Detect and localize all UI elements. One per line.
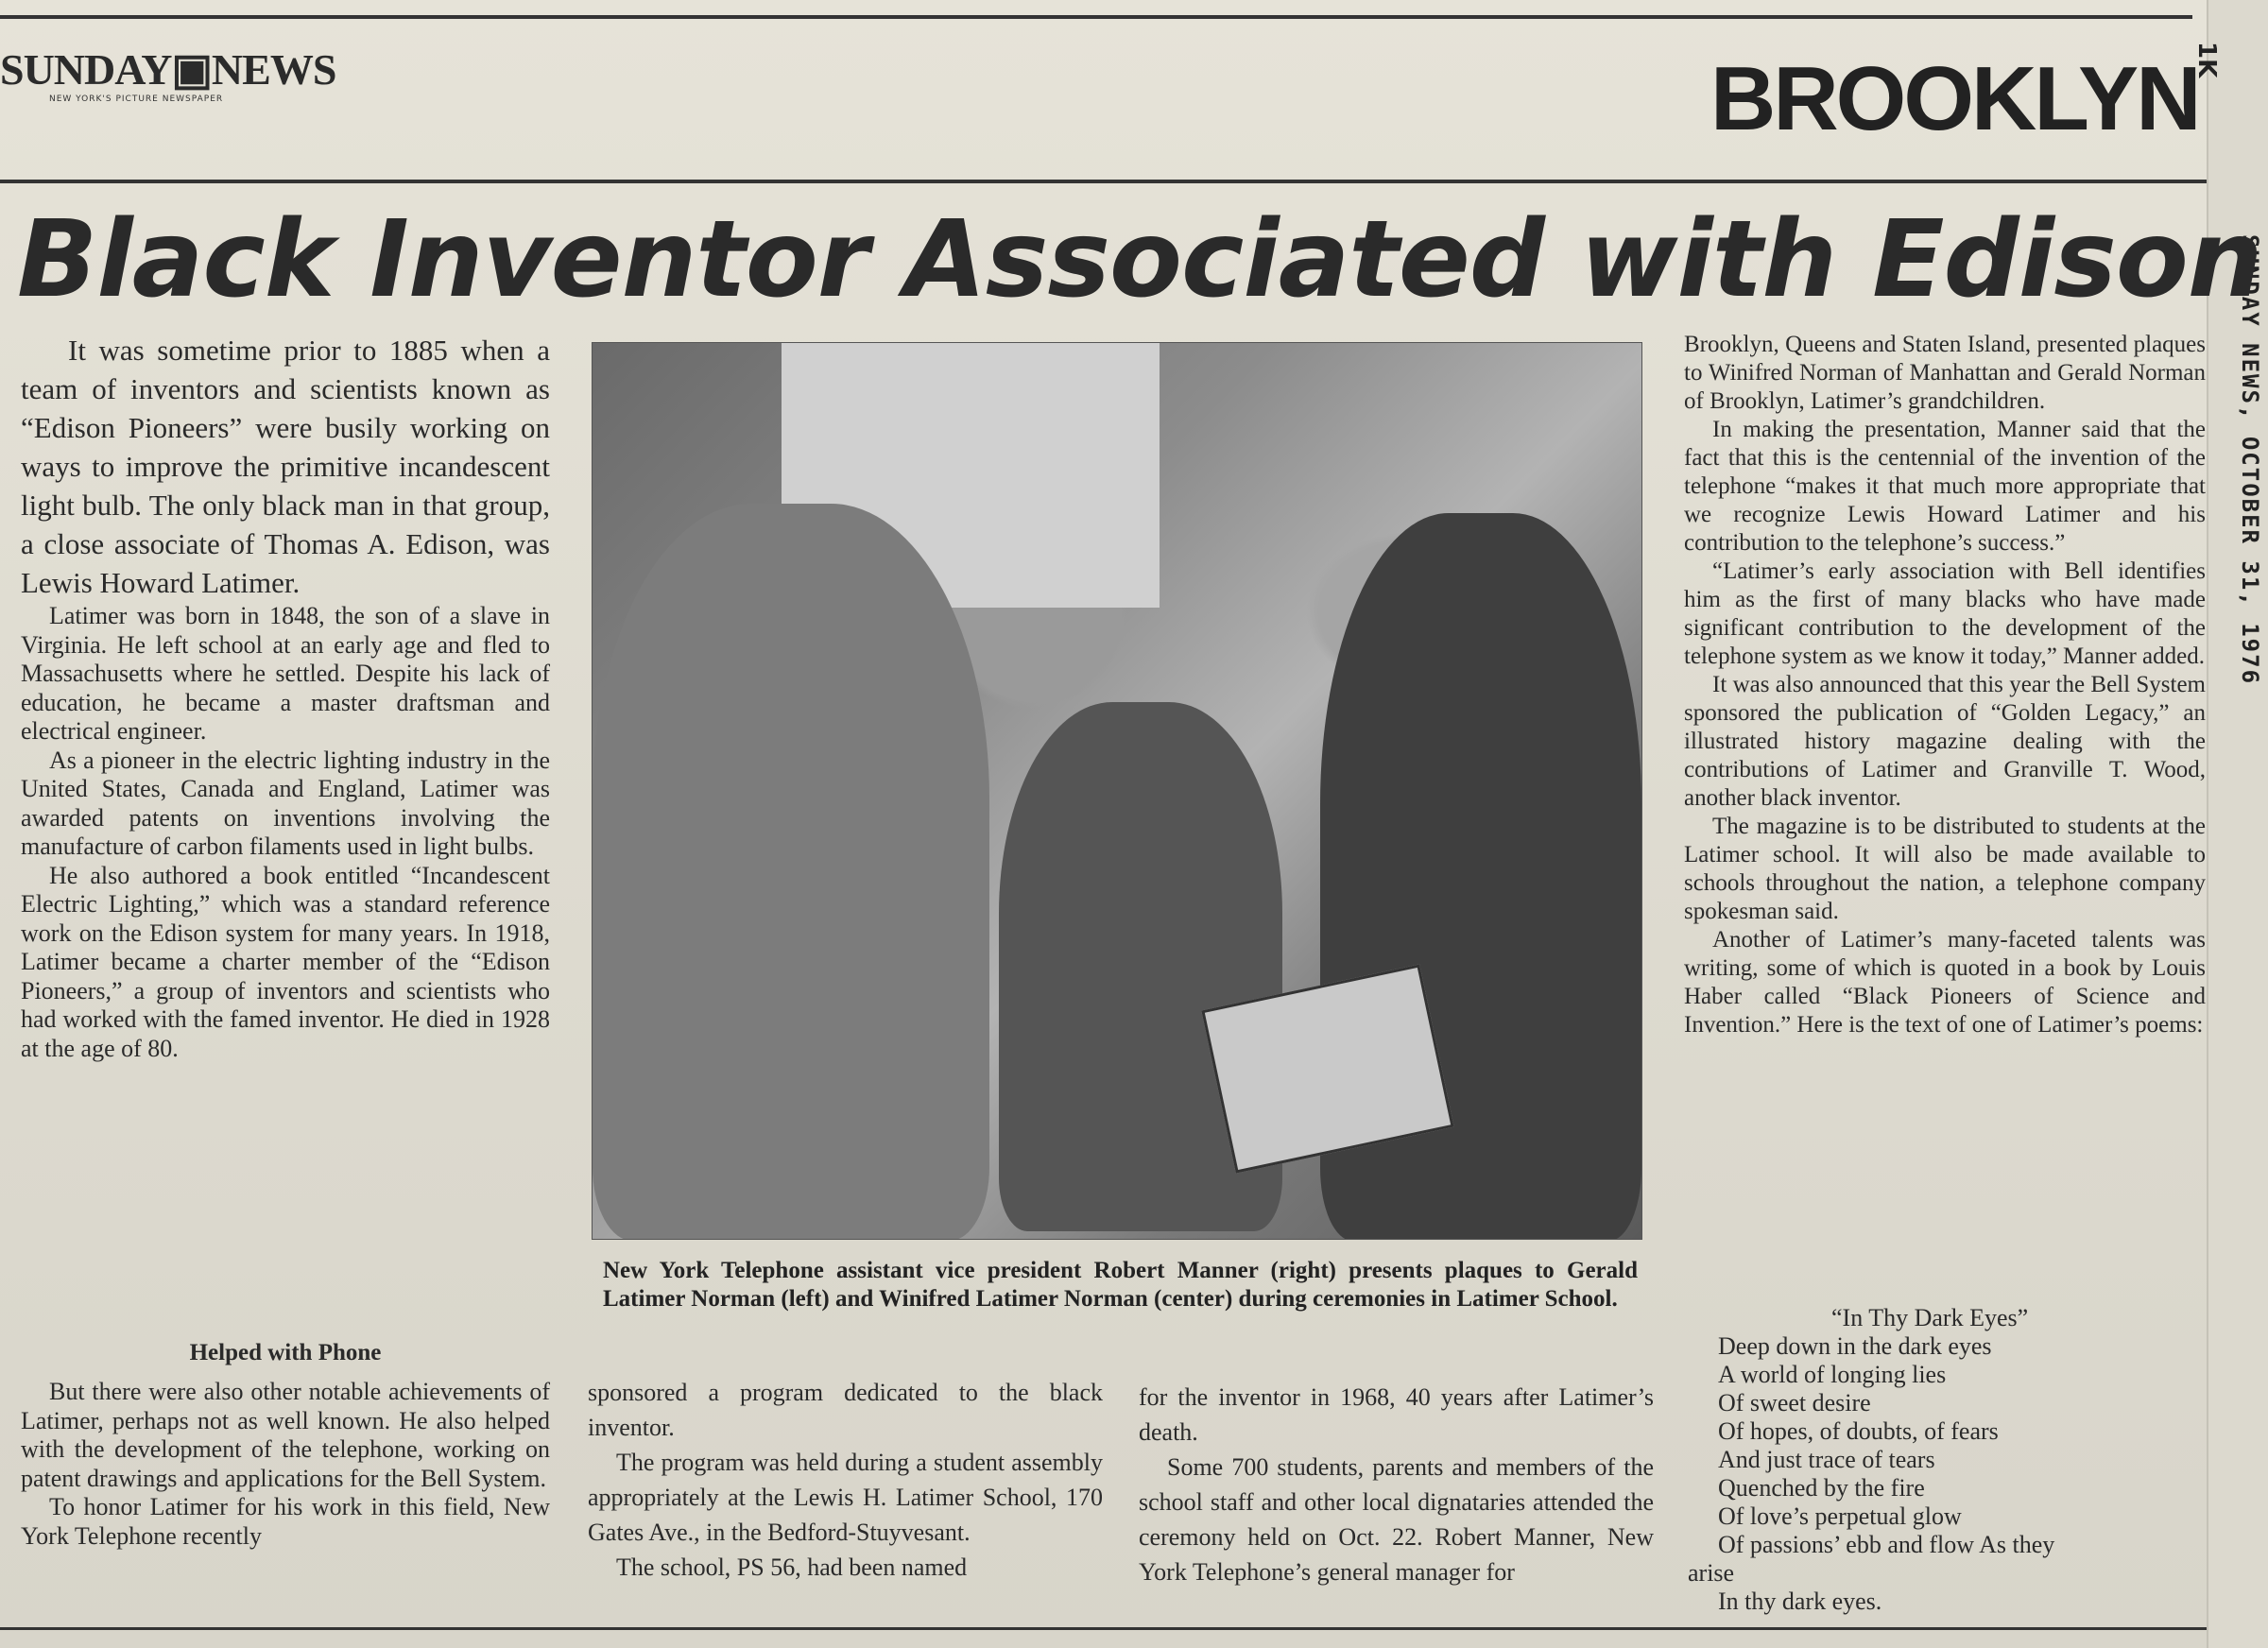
lead-paragraph: It was sometime prior to 1885 when a team of inventors and scientists known as “Edison Pioneers” were busily working on ways to improve the primitive incandescent light bulb. The only black man in that group, a close associate of Thomas A. Edison, was Lewis Howard Latimer. — [21, 334, 550, 599]
paragraph: In making the presentation, Manner said that the fact that this is the centennial of the invention of the telephone “makes it that much more appropriate that we recognize Lewis Howard Latimer and his contribution to the telephone’s success.” — [1684, 417, 2206, 556]
poem-line: arise — [1688, 1559, 1735, 1587]
paragraph: The program was held during a student assembly appropriately at the Lewis H. Latimer School, 170 Gates Ave., in the Bedford-Stuyvesant. — [588, 1449, 1103, 1546]
paragraph: The school, PS 56, had been named — [616, 1554, 968, 1581]
paragraph: Another of Latimer’s many-faceted talents was writing, some of which is quoted in a book by Louis Haber called “Black Pioneers of Science and Invention.” Here is the text of one of Latimer’s poems: — [1684, 927, 2206, 1038]
subheading: Helped with Phone — [189, 1340, 382, 1365]
paragraph: Latimer was born in 1848, the son of a slave in Virginia. He left school at an early age and fled to Massachusetts where he settled. Despite his lack of education, he became a master draftsman and electrical engineer. — [21, 602, 550, 745]
photo-caption: New York Telephone assistant vice president Robert Manner (right) presents plaques to Gerald Latimer Norman (left) and Winifred Latimer Norman (center) during ceremonies in Latimer School. — [603, 1258, 1638, 1312]
page-number: 1K — [2192, 42, 2221, 78]
paragraph: Brooklyn, Queens and Staten Island, presented plaques to Winifred Norman of Manhattan and Gerald Norman of Brooklyn, Latimer’s grandchildren. — [1684, 332, 2206, 414]
paragraph: But there were also other notable achievements of Latimer, perhaps not as well known. He also helped with the development of the telephone, working on patent drawings and applications for the Bell System. — [21, 1378, 550, 1492]
poem-line: Of passions’ ebb and flow As they — [1718, 1531, 2055, 1558]
poem-line: Deep down in the dark eyes — [1718, 1332, 1992, 1360]
poem-line: A world of longing lies — [1718, 1361, 1947, 1388]
poem-line: And just trace of tears — [1718, 1446, 1935, 1473]
article-column-1 — [21, 331, 550, 1063]
paragraph: As a pioneer in the electric lighting industry in the United States, Canada and England, Latimer was awarded patents on inventions involving the manufacture of carbon filaments used in light bulbs. — [21, 746, 550, 860]
poem-line: Of sweet desire — [1718, 1389, 1871, 1416]
paragraph: sponsored a program dedicated to the black inventor. — [588, 1379, 1103, 1441]
paragraph: “Latimer’s early association with Bell identifies him as the first of many blacks who have made significant contribution to the development of the telephone system as we know it today,” Manner added. — [1684, 558, 2206, 669]
article-column-4 — [1684, 331, 2206, 1039]
newspaper-name: SUNDAY▣NEWS — [0, 45, 336, 94]
article-column-2 — [588, 1375, 1103, 1585]
bottom-rule — [0, 1627, 2207, 1630]
paragraph: Some 700 students, parents and members of the school staff and other local dignataries attended the ceremony held on Oct. 22. Robert Manner, New York Telephone’s general manager for — [1139, 1453, 1654, 1586]
article-column-1-continued — [21, 1378, 550, 1551]
poem-line: In thy dark eyes. — [1718, 1588, 1882, 1615]
article-column-3 — [1139, 1380, 1654, 1589]
news-photo — [592, 342, 1642, 1240]
paragraph: It was also announced that this year the Bell System sponsored the publication of “Golden Legacy,” an illustrated history magazine dealing with the contributions of Latimer and Granville T. Wood, another black inventor. — [1684, 672, 2206, 811]
paragraph: for the inventor in 1968, 40 years after Latimer’s death. — [1139, 1383, 1654, 1446]
paragraph: To honor Latimer for his work in this field, New York Telephone recently — [21, 1493, 550, 1550]
poem-line: Of hopes, of doubts, of fears — [1718, 1417, 1999, 1445]
top-rule — [0, 15, 2192, 19]
person-left — [593, 504, 989, 1240]
paragraph: The magazine is to be distributed to students at the Latimer school. It will also be made available to schools throughout the nation, a telephone company spokesman said. — [1684, 814, 2206, 924]
dateline: SUNDAY NEWS, OCTOBER 31, 1976 — [2237, 234, 2263, 686]
poem-line: Quenched by the fire — [1718, 1474, 1925, 1502]
headline: Black Inventor Associated with Edison — [17, 198, 2262, 321]
newspaper-tagline: NEW YORK'S PICTURE NEWSPAPER — [49, 94, 224, 104]
paragraph: He also authored a book entitled “Incandescent Electric Lighting,” which was a standard reference work on the Edison system for many years. In 1918, Latimer became a charter member of the “Edison Pioneers,” a group of inventors and scientists who had worked with the famed inventor. He died in 1928 at the age of 80. — [21, 861, 550, 1062]
section-name: BROOKLYN — [1710, 48, 2199, 149]
poem-title: “In Thy Dark Eyes” — [1831, 1304, 2029, 1331]
poem — [1688, 1304, 2209, 1616]
poem-line: Of love’s perpetual glow — [1718, 1502, 1962, 1530]
masthead-rule — [0, 180, 2207, 183]
